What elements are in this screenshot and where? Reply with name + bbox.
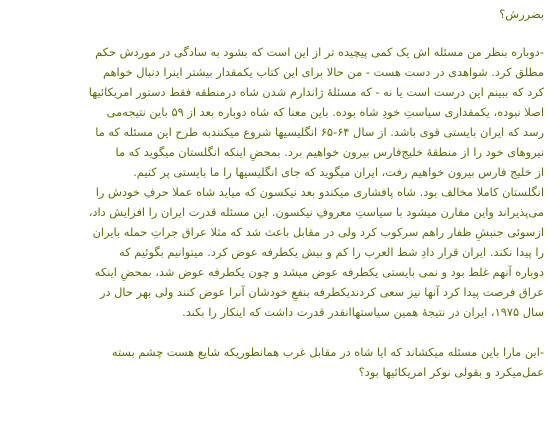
paragraph-line: مطلق کرد. شواهدی در دست هست - من حالا برای این کتاب یکمقدار بیشتر اینرا دنبال خواهم: [102, 65, 544, 79]
paragraph-line: دوباره آنهم غلط بود و نمی بایستی یکطرفه عوض میشد و چون یکطرفه عوض شد، بمحضِ اینکه: [94, 265, 544, 279]
paragraph-line: نیروهای خود را از منطقهٔ خلیج‌فارس بیرون خواهیم برد. بمحضِ اینکه انگلستان میگوید که ما: [115, 145, 544, 159]
paragraph-spacer: [4, 322, 544, 342]
paragraph-line: می‌پذیراند واین مقارن میشود با سیاستِ معروفِ نیکسون. این مسئله قدرت ایران را افزایش داد،: [88, 205, 544, 219]
paragraph-line: -این مارا باین مسئله میکشاند که ایا شاه در مقابل غرب همانطوریکه شایع هست چشم بسته: [111, 345, 544, 359]
paragraph-line: انگلستان کاملا مخالف بود. شاه پافشاری میکندو بعد نیکسون که میاید شاه عملا حرفِ خودش را: [95, 185, 544, 199]
paragraph-line: -دوباره بنظر من مسئله اش یک کمی پیچیده تر از این است که بشود به سادگی در موردش حکم: [95, 45, 544, 59]
paragraph-1: [4, 42, 544, 322]
paragraph-line: ازسوئی جنبشِ ظفار راهم سرکوب کرد ولی در مقابل باعث شد که مثلا عراق جراتِ حمله بایران: [92, 225, 544, 239]
paragraph-line: اصلا نبوده، یکمقداری سیاستِ خودِ شاه بوده. باین معنا که شاه دوباره بعد از ۵۹ باین نتیجه‌می: [106, 105, 544, 119]
paragraph-line: عمل‌میکرد و بقولی نوکر امریکائیها بود؟: [358, 365, 544, 379]
paragraph-line: رسد که ایران بایستی قوی باشد. از سال ۶۴-۶۵ انگلیسیها شروع میکنندبه طرح این مسئله که ما: [95, 125, 544, 139]
paragraph-line: سال ۱۹۷۵، ایران در نتیجهٔ همین سیاستهاانقدر قدرت داشت که اینکار را بکند.: [182, 305, 544, 319]
paragraph-line: را پیدا نکند. ایران قرار دادِ شط العرب را کم و بیش یکطرفه عوض کرد. میتوانیم بگوئیم که: [119, 245, 544, 259]
heading-text: بضررش؟: [499, 7, 544, 21]
paragraph-line: عراق فرصت پیدا کرد آنها نیز سعی کردندیکطرفه بنفعِ خودشان آنرا عوض کنند ولی بهر حال در: [99, 285, 544, 299]
paragraph-line: از خلیج فارس بیرون خواهیم رفت، ایران میگوید که جای انگلیسیها را ما بایستی پر کنیم.: [133, 165, 544, 179]
paragraph-2: [4, 342, 544, 382]
paragraph-line: کرد که ببینم این درست است یا نه - که مسئلهٔ ژاندارم شدن شاه درمنطقه فقط دستور امریکائیها: [88, 85, 544, 99]
